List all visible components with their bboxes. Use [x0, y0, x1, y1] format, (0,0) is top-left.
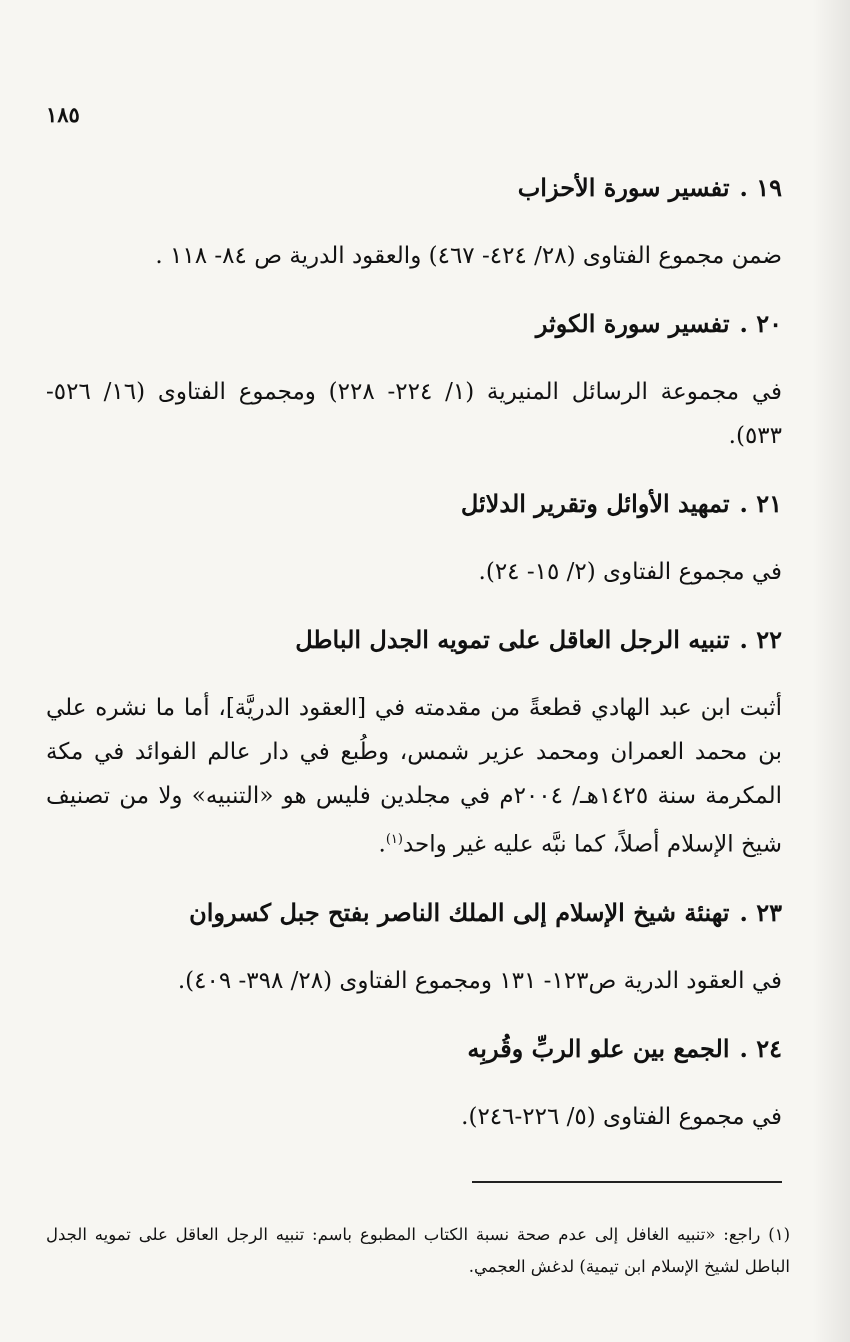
entry-body: في مجموع الفتاوى (٢/ ١٥- ٢٤).	[478, 559, 782, 585]
entry-number: ٢٣ .	[739, 897, 782, 927]
entry-body-end: .	[378, 831, 386, 858]
entry-heading	[46, 618, 782, 662]
entry-title: الجمع بين علو الربِّ وقُربِه	[467, 1033, 730, 1063]
footnote-reference: (١)	[385, 832, 403, 847]
entry-heading	[46, 891, 782, 935]
entry-number: ٢٠ .	[739, 309, 782, 338]
entry-heading	[46, 302, 782, 346]
entry-heading	[46, 482, 782, 526]
entry-number: ٢١ .	[739, 489, 782, 518]
entry-heading	[46, 166, 782, 210]
entry-title: تنبيه الرجل العاقل على تمويه الجدل الباطل	[295, 625, 730, 654]
entry-title: تفسير سورة الأحزاب	[517, 173, 730, 202]
page-number: ١٨٥	[46, 102, 80, 127]
entry-24	[46, 1027, 782, 1139]
entry-heading	[46, 1027, 782, 1071]
page-edge-shadow	[812, 0, 850, 1342]
footnote: (١) راجع: «تنبيه الغافل إلى عدم صحة نسبة الكتاب المطبوع باسم: تنبيه الرجل العاقل على تمويه الجدل الباطل لشيخ الإسلام ابن تيمية) لدغش العجمي.	[46, 1224, 790, 1276]
entry-body: ضمن مجموع الفتاوى (٢٨/ ٤٢٤- ٤٦٧) والعقود الدرية ص ٨٤- ١١٨ .	[155, 243, 782, 269]
entry-body: في مجموع الفتاوى (٥/ ٢٢٦-٢٤٦).	[461, 1103, 782, 1130]
entry-title: تفسير سورة الكوثر	[535, 309, 730, 338]
entry-23	[46, 891, 782, 1003]
page-content	[46, 166, 782, 1163]
entry-22	[46, 618, 782, 867]
entry-title: تمهيد الأوائل وتقرير الدلائل	[460, 489, 730, 518]
entry-title: تهنئة شيخ الإسلام إلى الملك الناصر بفتح جبل كسروان	[189, 897, 730, 927]
footnote-divider	[472, 1181, 782, 1183]
entry-number: ١٩ .	[739, 173, 782, 202]
entry-body: في العقود الدرية ص١٢٣- ١٣١ ومجموع الفتاوى (٢٨/ ٣٩٨- ٤٠٩).	[177, 967, 782, 994]
entry-body-text: أثبت ابن عبد الهادي قطعةً من مقدمته في [العقود الدريَّة]، أما ما نشره علي بن محمد العمران ومحمد عزير شمس، وطُبع في دار عالم الفوائد في مكة المكرمة سنة ١٤٢٥هـ/ ٢٠٠٤م في مجلدين فليس هو «التنبيه» ولا من تصنيف شيخ الإسلام أصلاً، كما نبَّه عليه غير واحد	[46, 695, 782, 858]
entry-body	[46, 686, 782, 867]
entry-number: ٢٢ .	[739, 625, 782, 654]
entry-21	[46, 482, 782, 594]
entry-19	[46, 166, 782, 278]
entry-20	[46, 302, 782, 458]
entry-number: ٢٤ .	[739, 1033, 782, 1063]
entry-body: في مجموعة الرسائل المنيرية (١/ ٢٢٤- ٢٢٨) ومجموع الفتاوى (١٦/ ٥٢٦- ٥٣٣).	[46, 379, 782, 449]
